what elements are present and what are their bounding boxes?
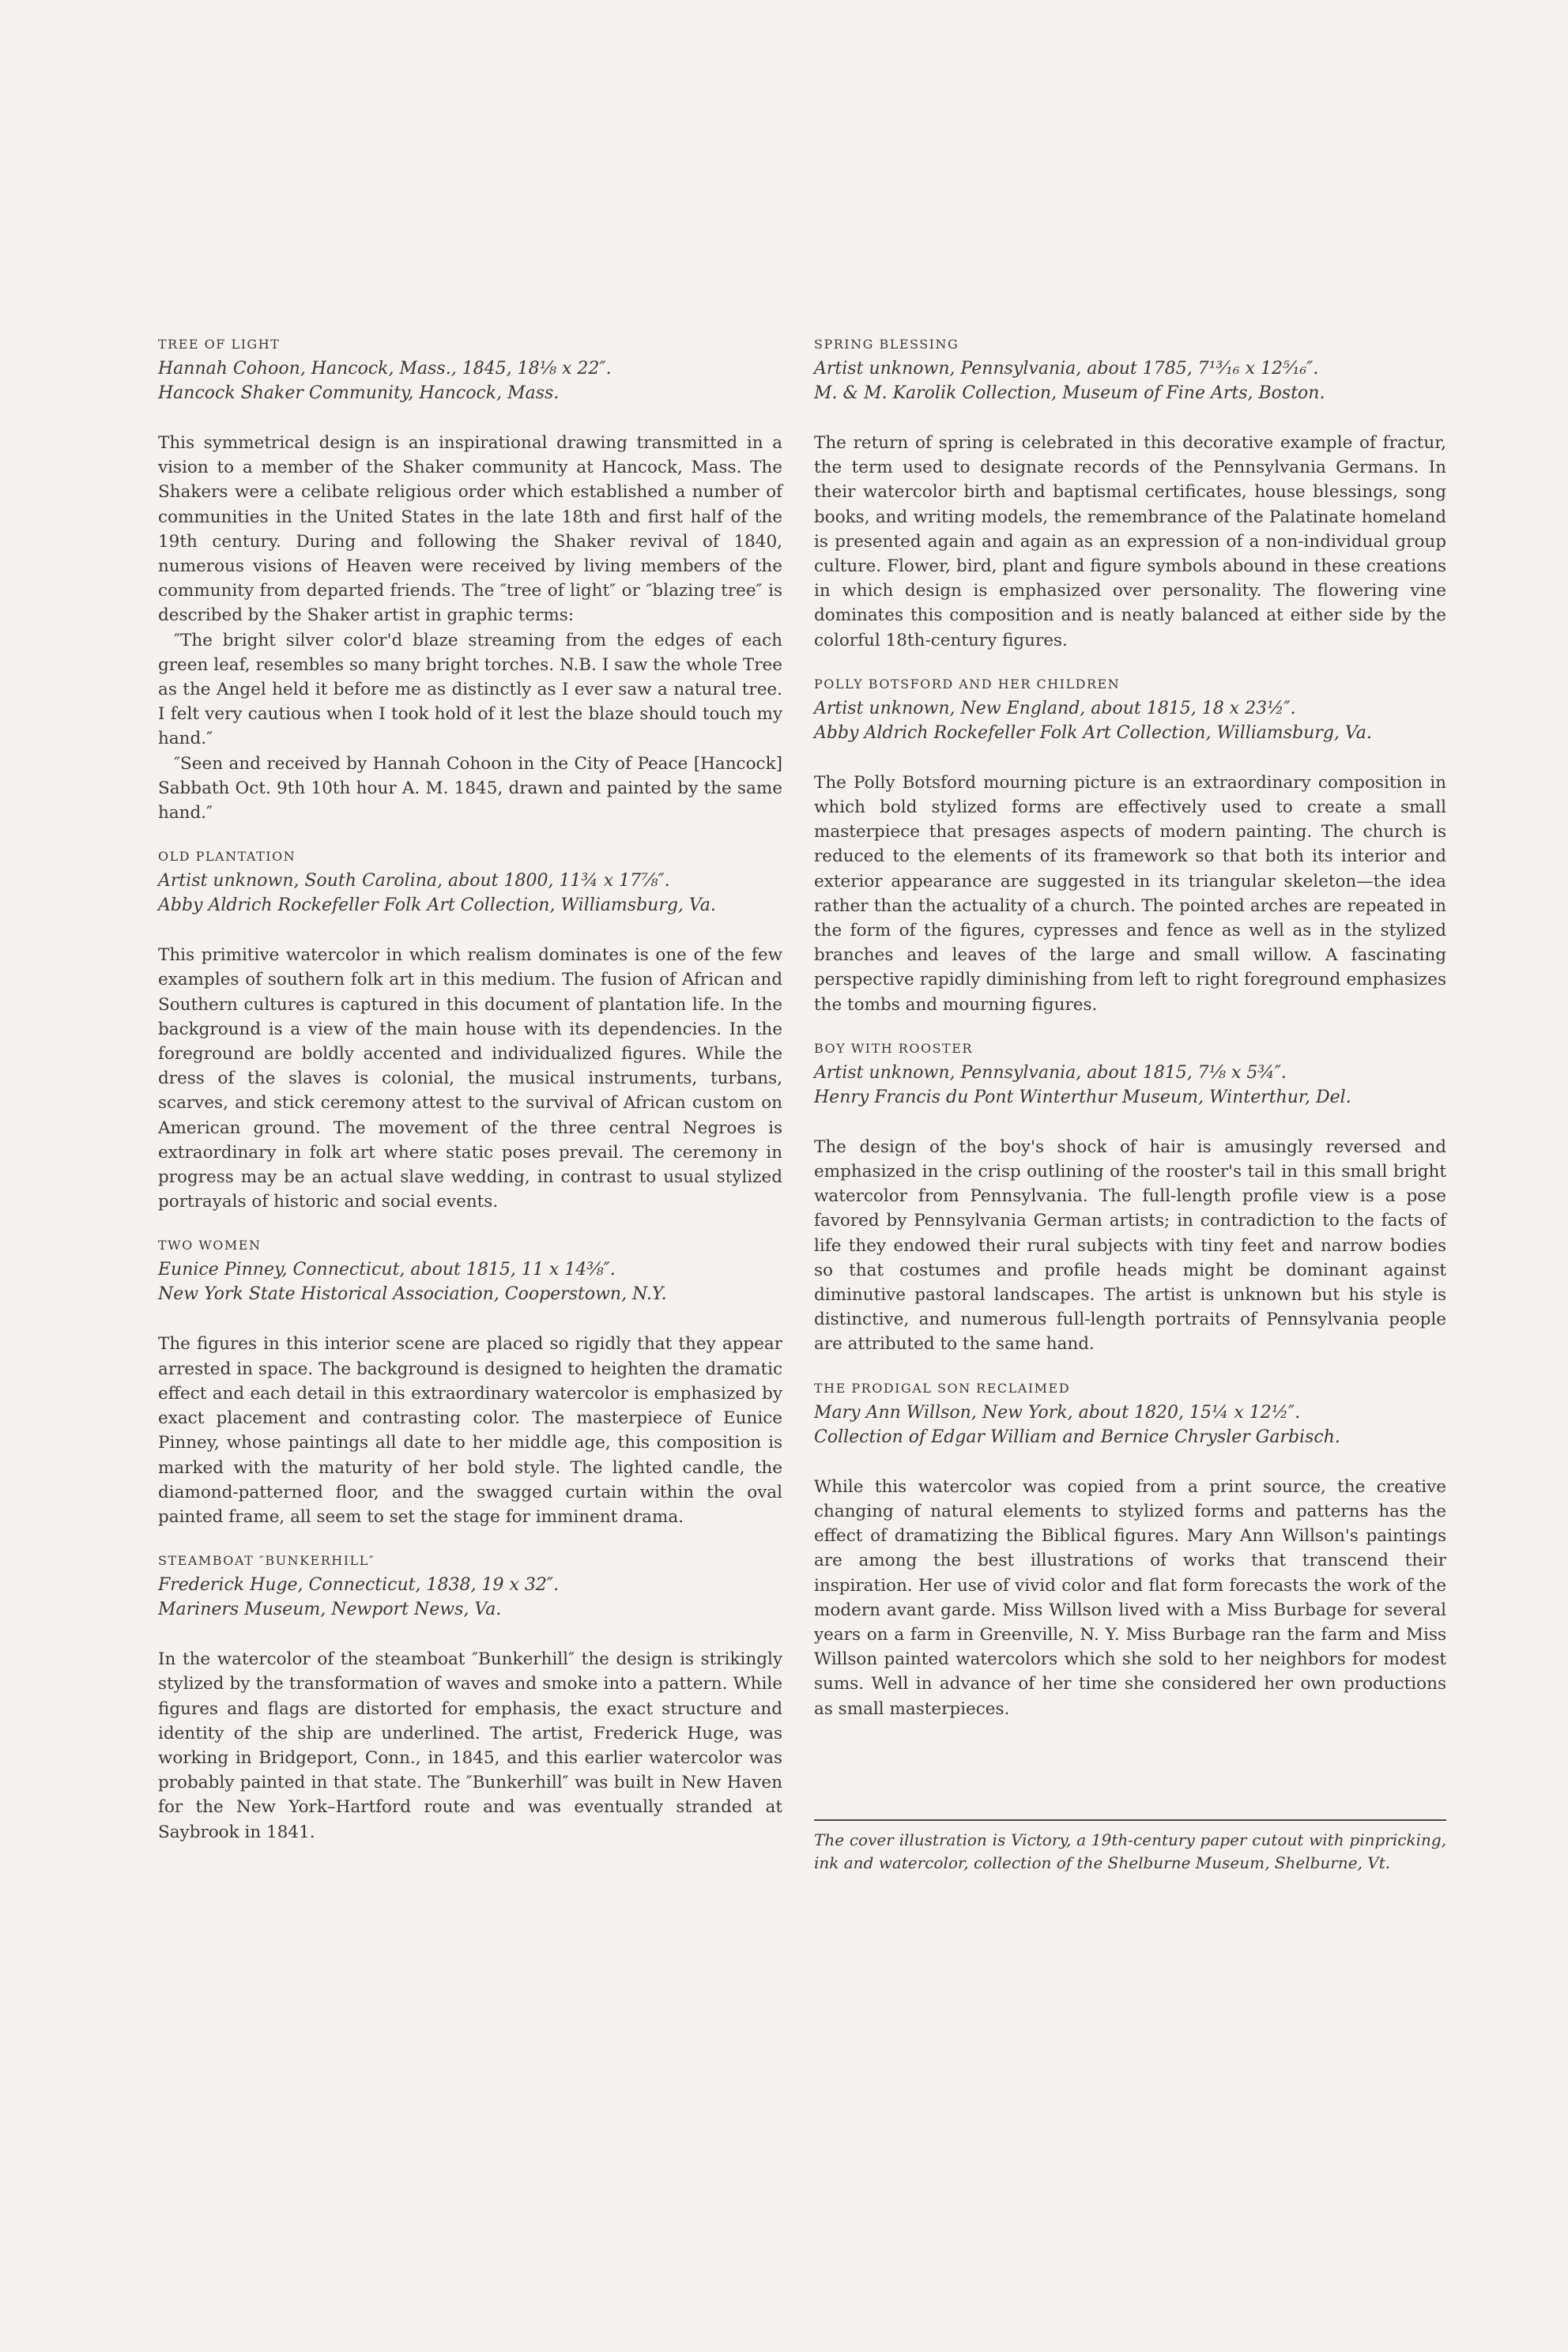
entry-two-women <box>158 1238 782 1529</box>
body-paragraph: In the watercolor of the steamboat ″Bunkerhill″ the design is strikingly stylized by the transformation of waves and smoke into a pattern. While figures and flags are distorted for emphasis, the exact structure and identity of the ship are underlined. The artist, Frederick Huge, was working in Bridgeport, Conn., in 1845, and this earlier watercolor was probably painted in that state. The ″Bunkerhill″ was built in New Haven for the New York–Hartford route and was eventually stranded at Saybrook in 1841. <box>158 1649 782 1842</box>
entry-body <box>158 1647 782 1845</box>
body-paragraph: ″Seen and received by Hannah Cohoon in the City of Peace [Hancock] Sabbath Oct. 9th 10th hour A. M. 1845, drawn and painted by the same hand.″ <box>158 753 782 824</box>
entry-title: BOY WITH ROOSTER <box>814 1040 973 1056</box>
entry-artist-line: Artist unknown, South Carolina, about 1800, 11¾ x 17⅞″. <box>158 871 670 891</box>
entry-collection-line: Henry Francis du Pont Winterthur Museum, Winterthur, Del. <box>814 1087 1351 1107</box>
entry-collection-line: Abby Aldrich Rockefeller Folk Art Collection, Williamsburg, Va. <box>814 722 1372 743</box>
left-column <box>158 337 782 1868</box>
entry-title: OLD PLANTATION <box>158 849 296 865</box>
entry-artist-line: Mary Ann Willson, New York, about 1820, 15¼ x 12½″. <box>814 1402 1301 1423</box>
entry-title: TREE OF LIGHT <box>158 337 281 352</box>
entry-body <box>814 1135 1446 1357</box>
entry-title: TWO WOMEN <box>158 1238 262 1253</box>
entry-title: SPRING BLESSING <box>814 337 959 352</box>
entry-collection-line: M. & M. Karolik Collection, Museum of Fine Arts, Boston. <box>814 383 1325 403</box>
body-paragraph: The return of spring is celebrated in this decorative example of fractur, the term used to designate records of the Pennsylvania Germans. In their watercolor birth and baptismal certificates, house blessings, song books, and writing models, the remembrance of the Palatinate homeland is presented again and again as an expression of a non-individual group culture. Flower, bird, plant and figure symbols abound in these creations in which design is emphasized over personality. The flowering vine dominates this composition and is neatly balanced at either side by the colorful 18th-century figures. <box>814 433 1446 650</box>
entry-collection-line: Mariners Museum, Newport News, Va. <box>158 1600 502 1620</box>
entry-tree-of-light <box>158 337 782 825</box>
entry-body <box>158 431 782 825</box>
entry-spring-blessing <box>814 337 1446 653</box>
body-paragraph: The Polly Botsford mourning picture is an extraordinary composition in which bold stylized forms are effectively used to create a small masterpiece that presages aspects of modern painting. The church is reduced to the elements of its framework so that both its interior and exterior appearance are suggested in its triangular skeleton—the idea rather than the actuality of a church. The pointed arches are repeated in the form of the figures, cypresses and fence as well as in the stylized branches and leaves of the large and small willow. A fascinating perspective rapidly diminishing from left to right foreground emphasizes the tombs and mourning figures. <box>814 772 1446 1015</box>
entry-steamboat-bunkerhill <box>158 1553 782 1845</box>
entry-artist-line: Artist unknown, Pennsylvania, about 1785, 7¹³⁄₁₆ x 12⁵⁄₁₆″. <box>814 359 1319 379</box>
entry-artist-line: Artist unknown, Pennsylvania, about 1815, 7⅛ x 5¾″. <box>814 1062 1287 1083</box>
entry-collection-line: New York State Historical Association, Cooperstown, N.Y. <box>158 1284 667 1305</box>
entry-body <box>158 1332 782 1529</box>
entry-artist-line: Hannah Cohoon, Hancock, Mass., 1845, 18⅛ x 22″. <box>158 359 612 379</box>
cover-illustration-note: The cover illustration is Victory, a 19th-century paper cutout with pinpricking, ink and watercolor, collection of the Shelburne Museum, Shelburne, Vt. <box>814 1819 1446 1875</box>
entry-body <box>814 431 1446 653</box>
entry-body <box>814 1475 1446 1721</box>
body-paragraph: The design of the boy's shock of hair is amusingly reversed and emphasized in the crisp outlining of the rooster's tail in this small bright watercolor from Pennsylvania. The full-length profile view is a pose favored by Pennsylvania German artists; in contradiction to the facts of life they endowed their rural subjects with tiny feet and narrow bodies so that costumes and profile heads might be dominant against diminutive pastoral landscapes. The artist is unknown but his style is distinctive, and numerous full-length portraits of Pennsylvania people are attributed to the same hand. <box>814 1136 1446 1355</box>
entry-artist-line: Artist unknown, New England, about 1815, 18 x 23½″. <box>814 698 1296 718</box>
entry-title: THE PRODIGAL SON RECLAIMED <box>814 1380 1071 1396</box>
entry-polly-botsford <box>814 677 1446 1017</box>
entry-old-plantation <box>158 849 782 1214</box>
entry-collection-line: Hancock Shaker Community, Hancock, Mass. <box>158 383 560 403</box>
body-paragraph: While this watercolor was copied from a print source, the creative changing of natural elements to stylized forms and patterns has the effect of dramatizing the Biblical figures. Mary Ann Willson's paintings are among the best illustrations of works that transcend their inspiration. Her use of vivid color and flat form forecasts the work of the modern avant garde. Miss Willson lived with a Miss Burbage for several years on a farm in Greenville, N. Y. Miss Burbage ran the farm and Miss Willson painted watercolors which she sold to her neighbors for modest sums. Well in advance of her time she considered her own productions as small masterpieces. <box>814 1476 1446 1719</box>
body-paragraph: This primitive watercolor in which realism dominates is one of the few examples of southern folk art in this medium. The fusion of African and Southern cultures is captured in this document of plantation life. In the background is a view of the main house with its dependencies. In the foreground are boldly accented and individualized figures. While the dress of the slaves is colonial, the musical instruments, turbans, scarves, and stick ceremony attest to the survival of African custom on American ground. The movement of the three central Negroes is extraordinary in folk art where static poses prevail. The ceremony in progress may be an actual slave wedding, in contrast to usual stylized portrayals of historic and social events. <box>158 945 782 1212</box>
entry-body <box>814 771 1446 1017</box>
entry-title: POLLY BOTSFORD AND HER CHILDREN <box>814 676 1121 692</box>
entry-boy-with-rooster <box>814 1041 1446 1357</box>
right-column <box>814 337 1446 1745</box>
body-paragraph: This symmetrical design is an inspirational drawing transmitted in a vision to a member of the Shaker community at Hancock, Mass. The Shakers were a celibate religious order which established a number of communities in the United States in the late 18th and first half of the 19th century. During and following the Shaker revival of 1840, numerous visions of Heaven were received by living members of the community from departed friends. The ″tree of light″ or ″blazing tree″ is described by the Shaker artist in graphic terms: <box>158 433 782 626</box>
body-paragraph: ″The bright silver color'd blaze streaming from the edges of each green leaf, resembles so many bright torches. N.B. I saw the whole Tree as the Angel held it before me as distinctly as I ever saw a natural tree. I felt very cautious when I took hold of it lest the blaze should touch my hand.″ <box>158 630 782 749</box>
entry-prodigal-son <box>814 1381 1446 1721</box>
entry-artist-line: Frederick Huge, Connecticut, 1838, 19 x 32″. <box>158 1575 560 1596</box>
entry-artist-line: Eunice Pinney, Connecticut, about 1815, 11 x 14⅜″. <box>158 1260 616 1280</box>
entry-collection-line: Collection of Edgar William and Bernice Chrysler Garbisch. <box>814 1427 1340 1447</box>
entry-title: STEAMBOAT ″BUNKERHILL″ <box>158 1553 375 1569</box>
body-paragraph: The figures in this interior scene are placed so rigidly that they appear arrested in space. The background is designed to heighten the dramatic effect and each detail in this extraordinary watercolor is emphasized by exact placement and contrasting color. The masterpiece of Eunice Pinney, whose paintings all date to her middle age, this composition is marked with the maturity of her bold style. The lighted candle, the diamond-patterned floor, and the swagged curtain within the oval painted frame, all seem to set the stage for imminent drama. <box>158 1334 782 1527</box>
entry-collection-line: Abby Aldrich Rockefeller Folk Art Collection, Williamsburg, Va. <box>158 895 716 916</box>
entry-body <box>158 943 782 1214</box>
